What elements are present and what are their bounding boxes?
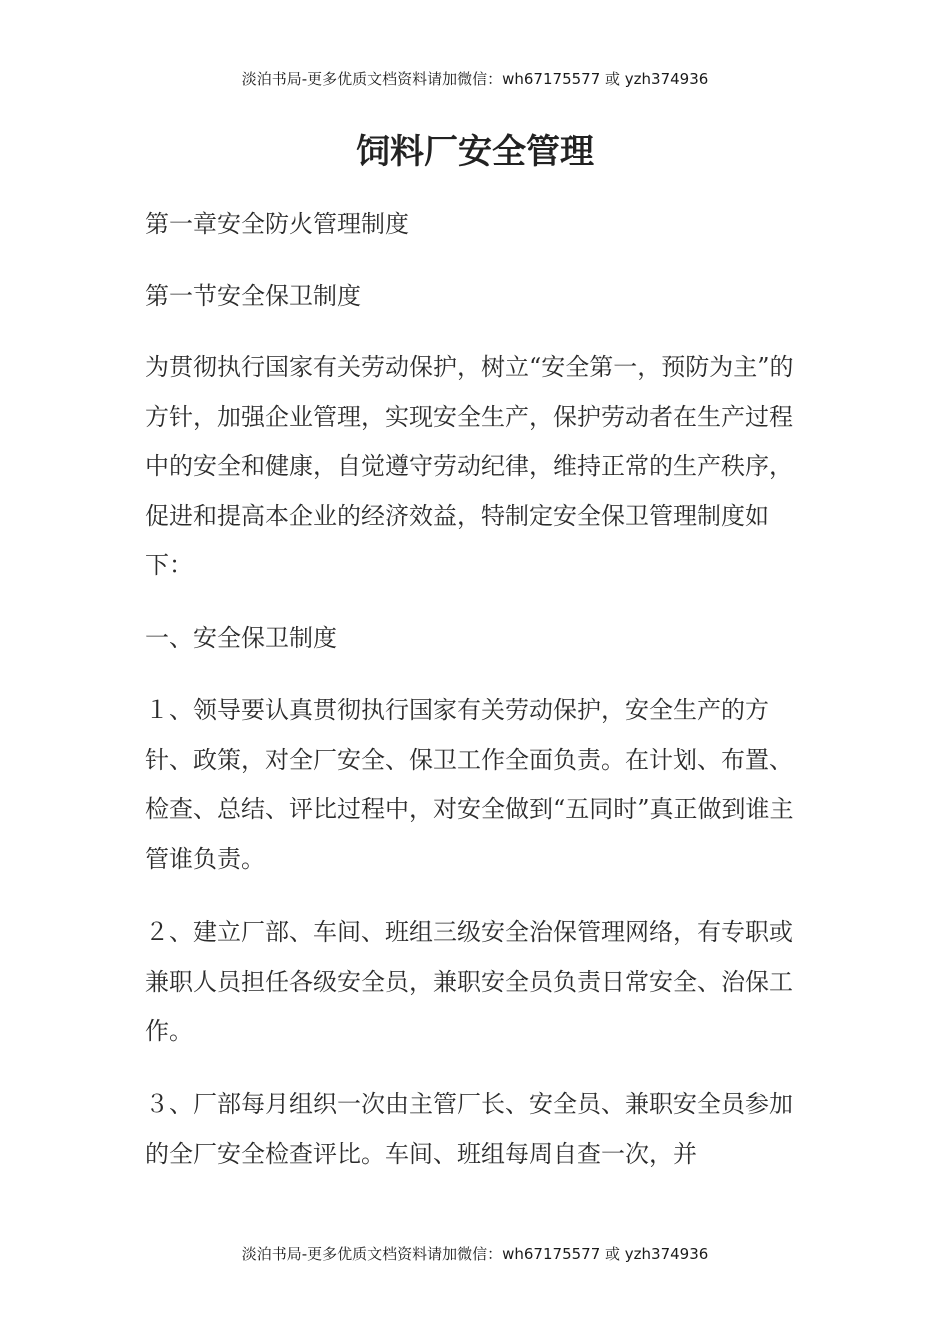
subsection-heading: 一、安全保卫制度: [145, 624, 337, 652]
footer-watermark-note: 淡泊书局-更多优质文档资料请加微信：wh67175577 或 yzh374936: [241, 1245, 709, 1263]
list-item: ２、建立厂部、车间、班组三级安全治保管理网络，有专职或兼职人员担任各级安全员，兼职安全员负责日常安全、治保工作。: [145, 918, 793, 1045]
intro-paragraph: 为贯彻执行国家有关劳动保护，树立“安全第一，预防为主”的方针，加强企业管理，实现安全生产，保护劳动者在生产过程中的安全和健康，自觉遵守劳动纪律，维持正常的生产秩序，促进和提高本企业的经济效益，特制定安全保卫管理制度如下：: [145, 353, 794, 579]
header-watermark-note: 淡泊书局-更多优质文档资料请加微信：wh67175577 或 yzh374936: [241, 70, 709, 88]
list-item: １、领导要认真贯彻执行国家有关劳动保护，安全生产的方针、政策，对全厂安全、保卫工作全面负责。在计划、布置、检查、总结、评比过程中，对安全做到“五同时”真正做到谁主管谁负责。: [145, 696, 794, 873]
chapter-heading: 第一章安全防火管理制度: [145, 210, 409, 238]
section-heading: 第一节安全保卫制度: [145, 282, 361, 310]
document-title: 饲料厂安全管理: [356, 132, 594, 172]
list-item: ３、厂部每月组织一次由主管厂长、安全员、兼职安全员参加的全厂安全检查评比。车间、班组每周自查一次，并: [145, 1090, 793, 1168]
